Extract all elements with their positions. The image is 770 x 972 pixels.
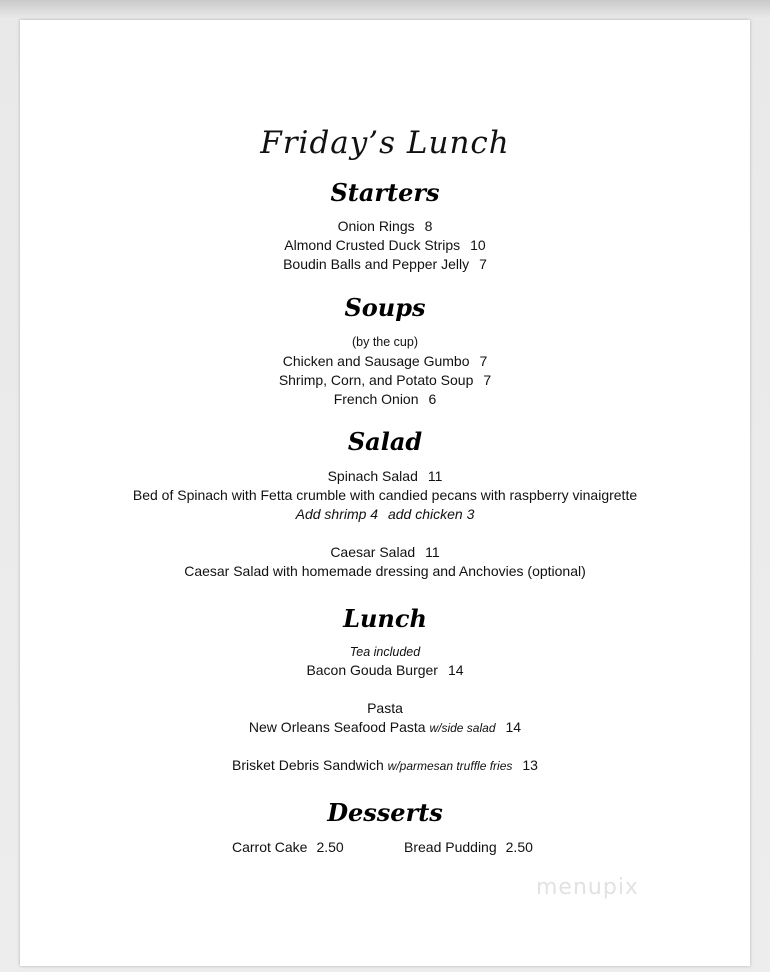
menu-item xyxy=(20,217,750,235)
item-price: 11 xyxy=(425,544,440,560)
menu-item xyxy=(404,838,533,856)
menu-item xyxy=(20,371,750,389)
item-name: Almond Crusted Duck Strips xyxy=(284,237,461,253)
section-heading-salad: Salad xyxy=(347,427,423,456)
item-price: 11 xyxy=(427,468,443,484)
item-side: w/side salad xyxy=(429,721,496,735)
item-price: 13 xyxy=(522,757,538,773)
item-name: Bread Pudding xyxy=(404,839,497,855)
item-description: Bed of Spinach with Fetta crumble with candied pecans with raspberry vinaigrette xyxy=(132,487,638,503)
item-price: 10 xyxy=(470,237,486,253)
addon-chicken: add chicken 3 xyxy=(387,506,475,522)
item-price: 7 xyxy=(483,372,492,388)
item-price: 7 xyxy=(479,256,487,272)
addon-shrimp: Add shrimp 4 xyxy=(295,506,379,522)
pasta-label: Pasta xyxy=(367,700,403,716)
menu-item xyxy=(20,236,750,254)
menu-page xyxy=(20,20,750,966)
menu-item xyxy=(20,661,750,679)
menu-item xyxy=(20,543,750,561)
menu-item xyxy=(232,838,344,856)
item-side: w/parmesan truffle fries xyxy=(387,759,513,773)
item-price: 8 xyxy=(424,218,433,234)
lunch-note: Tea included xyxy=(349,645,421,659)
item-price: 6 xyxy=(428,391,437,407)
section-heading-soups: Soups xyxy=(344,293,426,322)
menupix-watermark: menupix xyxy=(536,875,639,900)
menu-item xyxy=(20,352,750,370)
item-name: Bacon Gouda Burger xyxy=(306,662,438,678)
desserts-row xyxy=(20,838,750,856)
menu-title: Friday’s Lunch xyxy=(260,125,510,161)
item-name: Shrimp, Corn, and Potato Soup xyxy=(278,372,474,388)
menu-item xyxy=(20,718,750,737)
item-price: 2.50 xyxy=(316,839,344,855)
section-heading-starters: Starters xyxy=(330,178,440,207)
section-heading-lunch: Lunch xyxy=(343,604,427,633)
menu-item xyxy=(20,390,750,408)
item-name: Carrot Cake xyxy=(232,839,308,855)
item-price: 14 xyxy=(505,719,522,735)
menu-item xyxy=(20,255,750,273)
item-name: Onion Rings xyxy=(337,218,415,234)
soups-note: (by the cup) xyxy=(351,335,418,349)
item-name: Boudin Balls and Pepper Jelly xyxy=(283,256,470,272)
item-name: Brisket Debris Sandwich xyxy=(232,757,384,773)
item-description: Caesar Salad with homemade dressing and Anchovies (optional) xyxy=(184,563,586,579)
item-price: 7 xyxy=(479,353,488,369)
item-name: Spinach Salad xyxy=(327,468,418,484)
item-name: New Orleans Seafood Pasta xyxy=(248,719,426,735)
item-name: French Onion xyxy=(333,391,419,407)
section-heading-desserts: Desserts xyxy=(327,798,443,827)
item-name: Chicken and Sausage Gumbo xyxy=(282,353,470,369)
item-name: Caesar Salad xyxy=(330,544,416,560)
menu-item xyxy=(20,756,750,775)
salad-addons xyxy=(20,505,750,523)
menu-item xyxy=(20,467,750,485)
item-price: 14 xyxy=(447,662,464,678)
item-price: 2.50 xyxy=(505,839,533,855)
